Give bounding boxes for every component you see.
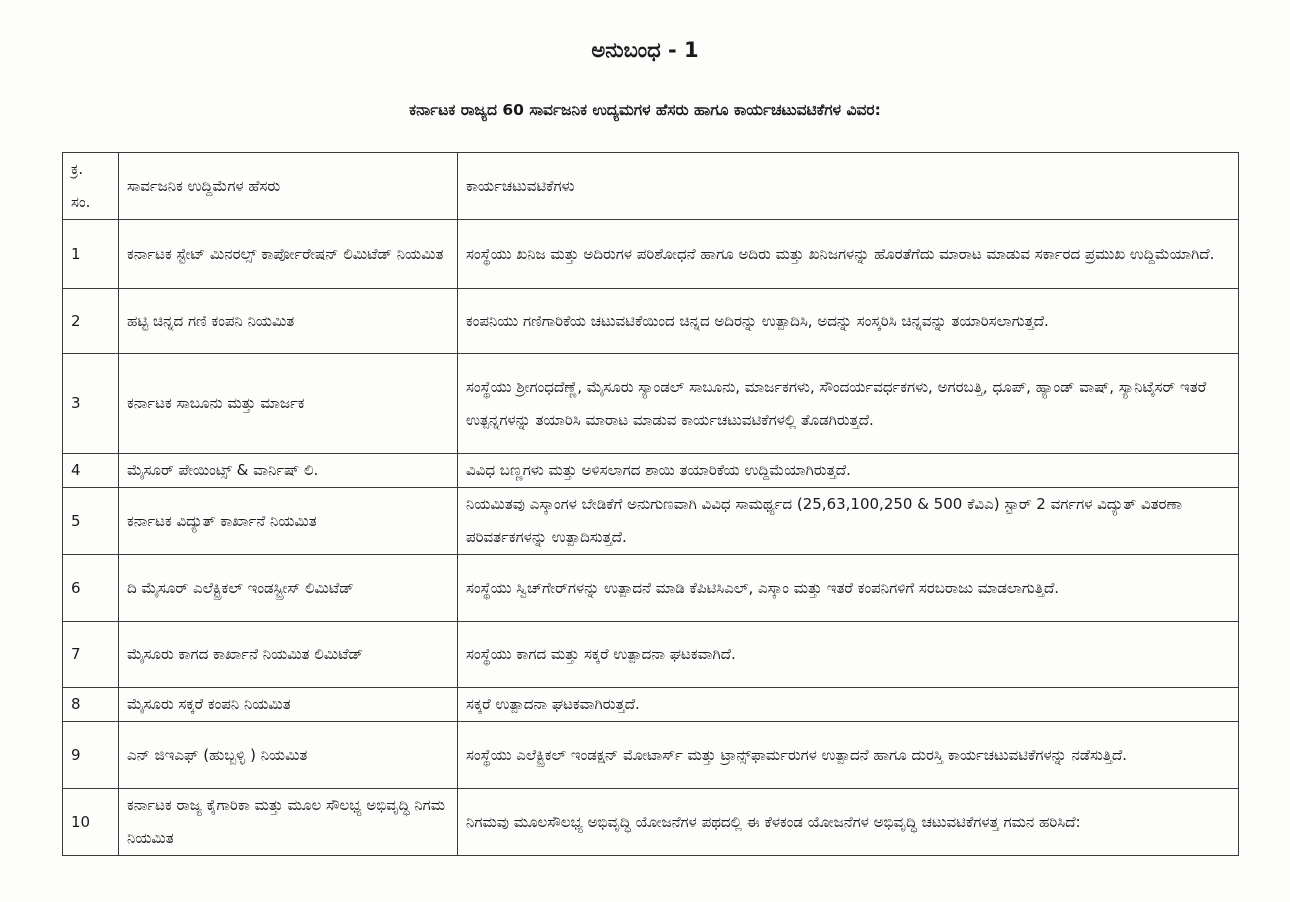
row-serial: 7 xyxy=(63,622,119,688)
row-enterprise-name: ಮೈಸೂರು ಕಾಗದ ಕಾರ್ಖಾನೆ ನಿಯಮಿತ ಲಿಮಿಟೆಡ್ xyxy=(119,622,458,688)
document-subtitle: ಕರ್ನಾಟಕ ರಾಜ್ಯದ 60 ಸಾರ್ವಜನಿಕ ಉದ್ಯಮಗಳ ಹೆಸರು ಹಾಗೂ ಕಾರ್ಯಚಟುವಟಿಕೆಗಳ ವಿವರ: xyxy=(409,101,881,119)
row-activities: ನಿಯಮಿತವು ಎಸ್ಕಾಂಗಳ ಬೇಡಿಕೆಗೆ ಅನುಗುಣವಾಗಿ ವಿವಿಧ ಸಾಮರ್ಥ್ಯದ (25,63,100,250 & 500 ಕೆವಿಎ) ಸ್ಟಾರ್ 2 ವರ್ಗಗಳ ವಿದ್ಯುತ್ ವಿತರಣಾ ಪರಿವರ್ತಕಗಳನ್ನು ಉತ್ಪಾದಿಸುತ್ತದೆ. xyxy=(458,488,1239,555)
table-row xyxy=(63,354,1239,454)
row-activities: ಸಂಸ್ಥೆಯು ಕಾಗದ ಮತ್ತು ಸಕ್ಕರೆ ಉತ್ಪಾದನಾ ಘಟಕವಾಗಿದೆ. xyxy=(458,622,1239,688)
row-activities: ನಿಗಮವು ಮೂಲಸೌಲಭ್ಯ ಅಭಿವೃದ್ಧಿ ಯೋಜನೆಗಳ ಪಥದಲ್ಲಿ ಈ ಕೆಳಕಂಡ ಯೋಜನೆಗಳ ಅಭಿವೃದ್ಧಿ ಚಟುವಟಿಕೆಗಳತ್ತ ಗಮನ ಹರಿಸಿದೆ: xyxy=(458,789,1239,856)
header-serial-line1: ಕ್ರ. xyxy=(71,160,84,178)
row-enterprise-name: ದಿ ಮೈಸೂರ್ ಎಲೆಕ್ಟ್ರಿಕಲ್ ಇಂಡಸ್ಟ್ರೀಸ್ ಲಿಮಿಟೆಡ್ xyxy=(119,555,458,622)
row-activities: ವಿವಿಧ ಬಣ್ಣಗಳು ಮತ್ತು ಅಳಿಸಲಾಗದ ಶಾಯಿ ತಯಾರಿಕೆಯ ಉದ್ದಿಮೆಯಾಗಿರುತ್ತದೆ. xyxy=(458,454,1239,488)
row-enterprise-name: ಕರ್ನಾಟಕ ಸ್ಟೇಟ್ ಮಿನರಲ್ಸ್ ಕಾರ್ಪೋರೇಷನ್ ಲಿಮಿಟೆಡ್ ನಿಯಮಿತ xyxy=(119,220,458,289)
row-enterprise-name: ಕರ್ನಾಟಕ ವಿದ್ಯುತ್ ಕಾರ್ಖಾನೆ ನಿಯಮಿತ xyxy=(119,488,458,555)
row-serial: 2 xyxy=(63,289,119,354)
table-row xyxy=(63,555,1239,622)
row-serial: 3 xyxy=(63,354,119,454)
row-enterprise-name: ಹಟ್ಟಿ ಚಿನ್ನದ ಗಣಿ ಕಂಪನಿ ನಿಯಮಿತ xyxy=(119,289,458,354)
table-row xyxy=(63,688,1239,722)
row-serial: 6 xyxy=(63,555,119,622)
row-activities: ಕಂಪನಿಯು ಗಣಿಗಾರಿಕೆಯ ಚಟುವಟಿಕೆಯಿಂದ ಚಿನ್ನದ ಅದಿರನ್ನು ಉತ್ಪಾದಿಸಿ, ಅದನ್ನು ಸಂಸ್ಕರಿಸಿ ಚಿನ್ನವನ್ನು ತಯಾರಿಸಲಾಗುತ್ತದೆ. xyxy=(458,289,1239,354)
table-header-row xyxy=(63,153,1239,220)
row-activities: ಸಕ್ಕರೆ ಉತ್ಪಾದನಾ ಘಟಕವಾಗಿರುತ್ತದೆ. xyxy=(458,688,1239,722)
header-enterprise-name: ಸಾರ್ವಜನಿಕ ಉದ್ದಿಮೆಗಳ ಹೆಸರು xyxy=(119,153,458,220)
row-serial: 9 xyxy=(63,722,119,789)
row-enterprise-name: ಎನ್ ಜಿಇಎಫ್ (ಹುಬ್ಬಳ್ಳಿ ) ನಿಯಮಿತ xyxy=(119,722,458,789)
document-title: ಅನುಬಂಧ - 1 xyxy=(591,38,699,62)
table-row xyxy=(63,789,1239,856)
header-serial-line2: ಸಂ. xyxy=(71,193,91,211)
row-enterprise-name: ಮೈಸೂರು ಸಕ್ಕರೆ ಕಂಪನಿ ನಿಯಮಿತ xyxy=(119,688,458,722)
row-serial: 8 xyxy=(63,688,119,722)
header-serial-number xyxy=(63,153,119,220)
row-serial: 10 xyxy=(63,789,119,856)
row-enterprise-name: ಮೈಸೂರ್ ಪೇಯಿಂಟ್ಸ್ & ವಾರ್ನಿಷ್ ಲಿ. xyxy=(119,454,458,488)
table-row xyxy=(63,220,1239,289)
row-enterprise-name: ಕರ್ನಾಟಕ ಸಾಬೂನು ಮತ್ತು ಮಾರ್ಜಕ xyxy=(119,354,458,454)
table-row xyxy=(63,289,1239,354)
enterprises-table xyxy=(62,152,1239,856)
row-serial: 5 xyxy=(63,488,119,555)
row-serial: 4 xyxy=(63,454,119,488)
row-enterprise-name: ಕರ್ನಾಟಕ ರಾಜ್ಯ ಕೈಗಾರಿಕಾ ಮತ್ತು ಮೂಲ ಸೌಲಭ್ಯ ಅಭಿವೃದ್ಧಿ ನಿಗಮ ನಿಯಮಿತ xyxy=(119,789,458,856)
row-activities: ಸಂಸ್ಥೆಯು ಖನಿಜ ಮತ್ತು ಅದಿರುಗಳ ಪರಿಶೋಧನೆ ಹಾಗೂ ಅದಿರು ಮತ್ತು ಖನಿಜಗಳನ್ನು ಹೊರತೆಗೆದು ಮಾರಾಟ ಮಾಡುವ ಸರ್ಕಾರದ ಪ್ರಮುಖ ಉದ್ದಿಮೆಯಾಗಿದೆ. xyxy=(458,220,1239,289)
table-row xyxy=(63,454,1239,488)
row-activities: ಸಂಸ್ಥೆಯು ಸ್ವಿಚ್‌ಗೇರ್‌ಗಳನ್ನು ಉತ್ಪಾದನೆ ಮಾಡಿ ಕೆಪಿಟಿಸಿಎಲ್, ಎಸ್ಕಾಂ ಮತ್ತು ಇತರೆ ಕಂಪನಿಗಳಿಗೆ ಸರಬರಾಜು ಮಾಡಲಾಗುತ್ತಿದೆ. xyxy=(458,555,1239,622)
table-row xyxy=(63,488,1239,555)
row-activities: ಸಂಸ್ಥೆಯು ಶ್ರೀಗಂಧದೆಣ್ಣೆ, ಮೈಸೂರು ಸ್ಯಾಂಡಲ್ ಸಾಬೂನು, ಮಾರ್ಜಕಗಳು, ಸೌಂದರ್ಯವರ್ಧಕಗಳು, ಅಗರಬತ್ತಿ, ಧೂಪ್, ಹ್ಯಾಂಡ್ ವಾಷ್, ಸ್ಯಾನಿಟೈಸರ್ ಇತರೆ ಉತ್ಪನ್ನಗಳನ್ನು ತಯಾರಿಸಿ ಮಾರಾಟ ಮಾಡುವ ಕಾರ್ಯಚಟುವಟಿಕೆಗಳಲ್ಲಿ ತೊಡಗಿರುತ್ತದೆ. xyxy=(458,354,1239,454)
row-activities: ಸಂಸ್ಥೆಯು ಎಲೆಕ್ಟ್ರಿಕಲ್ ಇಂಡಕ್ಷನ್ ಮೋಟಾರ್ಸ್ ಮತ್ತು ಟ್ರಾನ್ಸ್‌ಫಾರ್ಮರುಗಳ ಉತ್ಪಾದನೆ ಹಾಗೂ ದುರಸ್ತಿ ಕಾರ್ಯಚಟುವಟಿಕೆಗಳನ್ನು ನಡೆಸುತ್ತಿದೆ. xyxy=(458,722,1239,789)
row-serial: 1 xyxy=(63,220,119,289)
table-row xyxy=(63,622,1239,688)
table-row xyxy=(63,722,1239,789)
header-activities: ಕಾರ್ಯಚಟುವಟಿಕೆಗಳು xyxy=(458,153,1239,220)
